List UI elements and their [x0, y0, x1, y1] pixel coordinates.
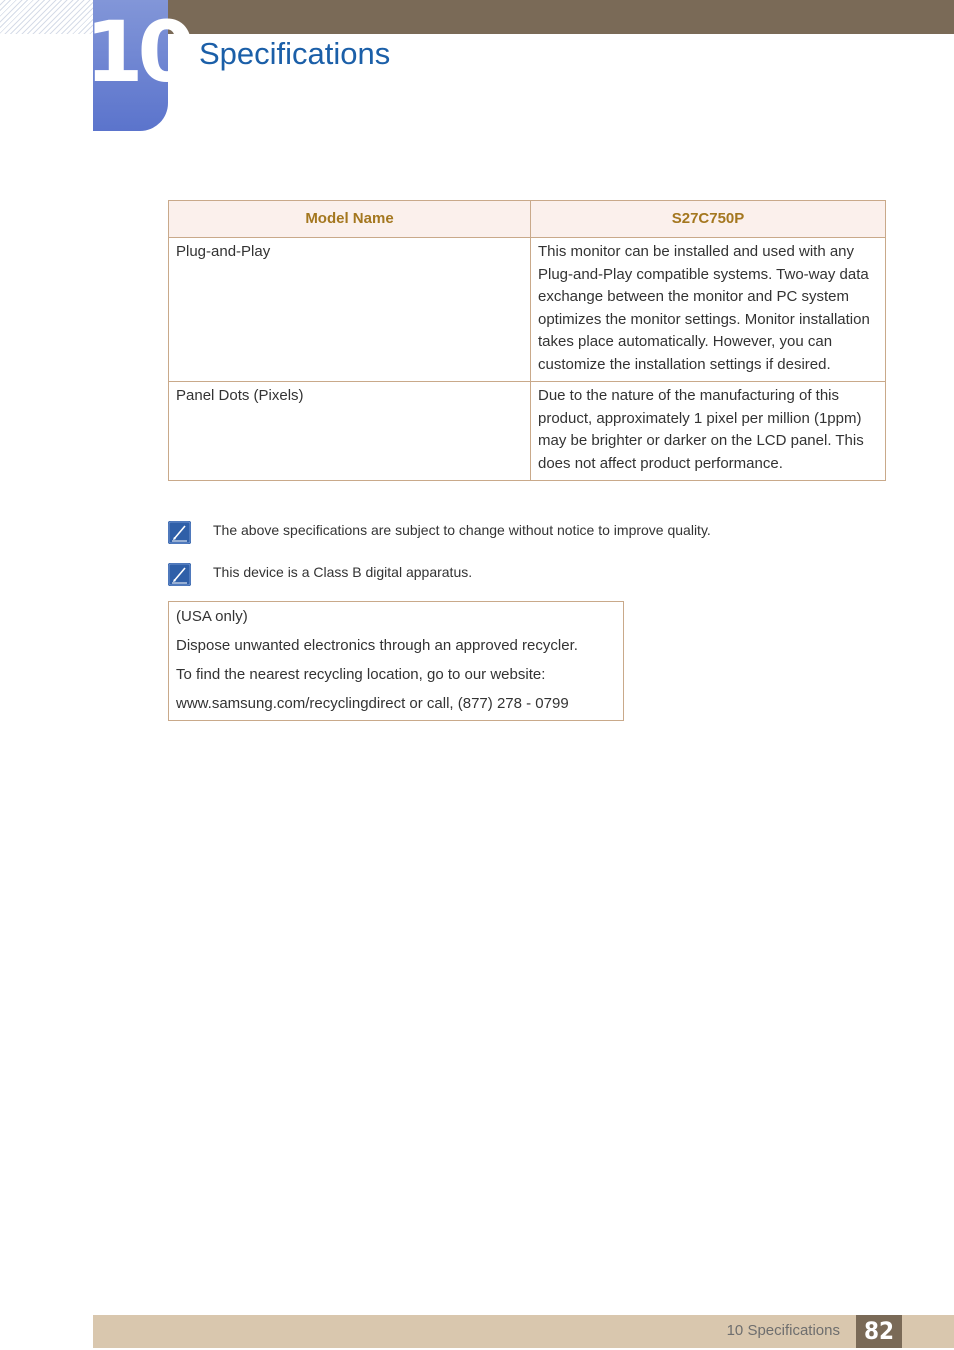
note-pencil-icon: [168, 521, 191, 544]
recycling-info-box: [168, 601, 624, 721]
note-pencil-icon: [168, 563, 191, 586]
recycling-line: To find the nearest recycling location, go to our website:: [176, 666, 546, 683]
chapter-number-block: [85, 0, 190, 131]
table-cell-value: This monitor can be installed and used with any Plug-and-Play compatible systems. Two-way data exchange between the monitor and PC system optimizes the monitor settings. Monitor installation takes place automatically. However, you can customize the installation settings if desired.: [531, 238, 886, 382]
table-row: [169, 238, 886, 382]
table-row: [169, 382, 886, 481]
footer-bar: [93, 1315, 954, 1348]
page-title: Specifications: [199, 36, 391, 71]
chapter-number: 10: [85, 3, 190, 101]
note-item: [168, 521, 868, 545]
header-hatch-decoration: [0, 0, 93, 34]
table-cell-value: Due to the nature of the manufacturing of this product, approximately 1 pixel per million (1ppm) may be brighter or darker on the LCD panel. This does not affect product performance.: [531, 382, 886, 481]
table-cell-label: Panel Dots (Pixels): [169, 382, 531, 481]
page-number: 82: [856, 1315, 902, 1348]
table-header-model-name: Model Name: [169, 201, 531, 238]
recycling-website-line: www.samsung.com/recyclingdirect or call, (877) 278 - 0799: [176, 695, 569, 712]
header-bar: [168, 0, 954, 34]
table-cell-label: Plug-and-Play: [169, 238, 531, 382]
note-text: The above specifications are subject to change without notice to improve quality.: [213, 522, 711, 538]
note-text: This device is a Class B digital apparatus.: [213, 564, 473, 580]
footer-section-label: 10 Specifications: [726, 1322, 840, 1339]
table-header-row: [169, 201, 886, 238]
spec-table: [168, 200, 886, 481]
recycling-line: Dispose unwanted electronics through an approved recycler.: [176, 637, 578, 654]
recycling-line: (USA only): [176, 608, 248, 625]
table-header-model-value: S27C750P: [531, 201, 886, 238]
note-item: [168, 563, 868, 587]
